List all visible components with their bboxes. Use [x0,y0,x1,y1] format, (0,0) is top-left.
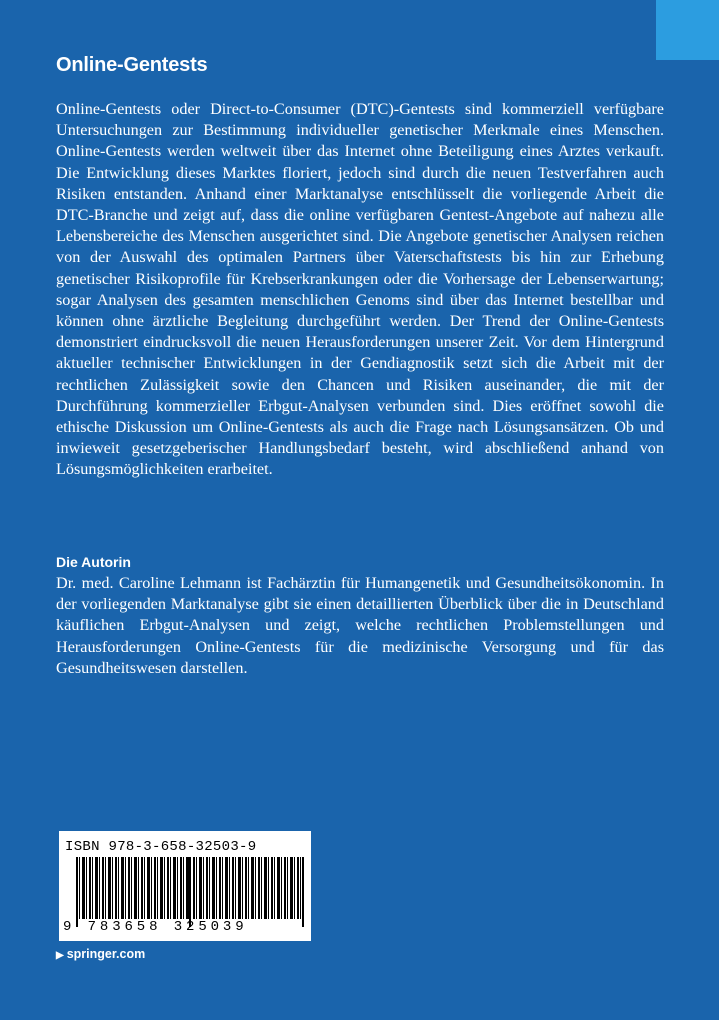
author-heading: Die Autorin [56,554,131,570]
barcode-guard-right [302,857,304,927]
corner-accent [656,0,719,60]
barcode-guard-center [189,857,191,927]
barcode-digits: 9 783658 325039 [63,919,248,935]
arrow-right-icon: ▶ [56,950,64,961]
publisher-label: springer.com [66,947,146,961]
abstract-text: Online-Gentests oder Direct-to-Consumer (DTC)-Gentests sind kommerziell verfügbare Untersuchungen zur Bestimmung individueller genetischer Merkmale eines Menschen. Online-Gentests werden weltweit über das Internet ohne Beteiligung eines Arztes verkauft. Die Entwicklung dieses Marktes floriert, jedoch sind durch die neuen Testverfahren auch Risiken entstanden. Anhand einer Marktanalyse entschlüsselt die vorliegende Arbeit die DTC-Branche und zeigt auf, dass die online verfügbaren Gentest-Angebote auf nahezu alle Lebensbereiche des Menschen ausgerichtet sind. Die Angebote genetischer Analysen reichen von der Auswahl des optimalen Partners über Vaterschaftstests bis hin zur Erhebung genetischer Risikoprofile für Krebserkrankungen oder die Vorhersage der Lebenserwartung; sogar Analysen des gesamten menschlichen Genoms sind über das Internet bestellbar und können ohne ärztliche Begleitung durchgeführt werden. Der Trend der Online-Gentests demonstriert eindrucksvoll die neuen Herausforderungen unserer Zeit. Vor dem Hintergrund aktueller technischer Entwicklungen in der Gendiagnostik setzt sich die Arbeit mit der rechtlichen Zulässigkeit sowie den Chancen und Risiken auseinander, die mit der Durchführung kommerzieller Erbgut-Analysen verbunden sind. Dies eröffnet sowohl die ethische Diskussion um Online-Gentests als auch die Frage nach Lösungsansätzen. Ob und inwieweit gesetzgeberischer Handlungsbedarf besteht, wird abschließend anhand von Lösungsmöglichkeiten erarbeitet. [56,100,664,479]
publisher-link[interactable] [56,947,145,961]
barcode-guard-left [76,857,78,927]
isbn-number: ISBN 978-3-658-32503-9 [65,839,257,855]
author-bio: Dr. med. Caroline Lehmann ist Fachärztin für Humangenetik und Gesundheitsökonomin. In der vorliegenden Marktanalyse gibt sie einen detaillierten Überblick über die in Deutschland käuflichen Erbgut-Analysen und zeigt, welche rechtlichen Problemstellungen und Herausforderungen Online-Gentests für die medizinische Versorgung und für das Gesundheitswesen darstellen. [56,574,664,677]
page-title: Online-Gentests [56,54,208,76]
isbn-barcode [59,831,311,941]
